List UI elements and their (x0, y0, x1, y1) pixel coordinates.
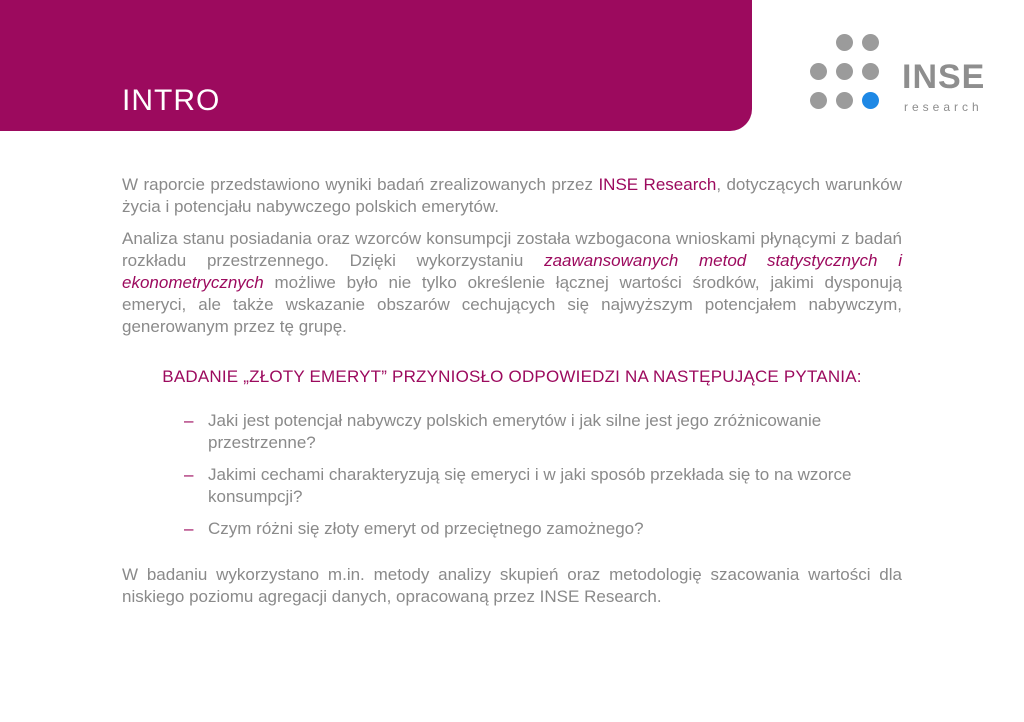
logo-dot-icon (836, 63, 853, 80)
logo-dot-icon (862, 63, 879, 80)
text-segment: W raporcie przedstawiono wyniki badań zrealizowanych przez (122, 175, 599, 194)
methods-highlight: zaawansowanych metod statystycznych i ekonometrycznych (122, 251, 902, 292)
questions-list (122, 410, 902, 540)
question-text: Czym różni się złoty emeryt od przeciętnego zamożnego? (208, 519, 644, 538)
intro-paragraph-1 (122, 174, 902, 218)
closing-paragraph: W badaniu wykorzystano m.in. metody analizy skupień oraz metodologię szacowania wartości dla niskiego poziomu agregacji danych, opracowaną przez INSE Research. (122, 565, 902, 606)
section-heading: BADANIE „ZŁOTY EMERYT” PRZYNIOSŁO ODPOWIEDZI NA NASTĘPUJĄCE PYTANIA: (162, 367, 862, 386)
brand-highlight: INSE Research (598, 175, 717, 194)
list-item (184, 410, 898, 454)
question-text: Jaki jest potencjał nabywczy polskich emerytów i jak silne jest jego zróżnicowanie przestrzenne? (208, 411, 822, 452)
logo-dot-icon (810, 63, 827, 80)
dash-icon: – (184, 411, 194, 430)
list-item (184, 464, 898, 508)
text-segment: Analiza stanu posiadania oraz wzorców konsumpcji została wzbogacona wnioskami płynącymi z badań rozkładu przestrzennego. Dzięki wykorzystaniu (122, 229, 902, 270)
inse-research-logo (806, 34, 996, 124)
dash-icon: – (184, 519, 194, 538)
text-segment: , dotyczących warunków życia i potencjału nabywczego polskich emerytów. (122, 175, 902, 216)
logo-subtitle: research (904, 100, 983, 114)
text-segment: możliwe było nie tylko określenie łącznej wartości środków, jakimi dysponują emeryci, ale także wskazanie obszarów cechujących się najwyższym potencjałem nabywczym, generowanym przez tę grupę. (122, 273, 902, 336)
logo-dot-blue-icon (862, 92, 879, 109)
question-text: Jakimi cechami charakteryzują się emeryci i w jaki sposób przekłada się to na wzorce konsumpcji? (208, 465, 852, 506)
page-title: INTRO (122, 84, 221, 117)
logo-dot-icon (810, 92, 827, 109)
logo-dot-icon (836, 92, 853, 109)
intro-paragraph-2 (122, 228, 902, 338)
dash-icon: – (184, 465, 194, 484)
list-item (184, 518, 898, 540)
logo-word: INSE (902, 58, 986, 96)
main-content (122, 174, 902, 618)
header-band (0, 0, 752, 131)
logo-dot-icon (862, 34, 879, 51)
logo-dot-icon (836, 34, 853, 51)
